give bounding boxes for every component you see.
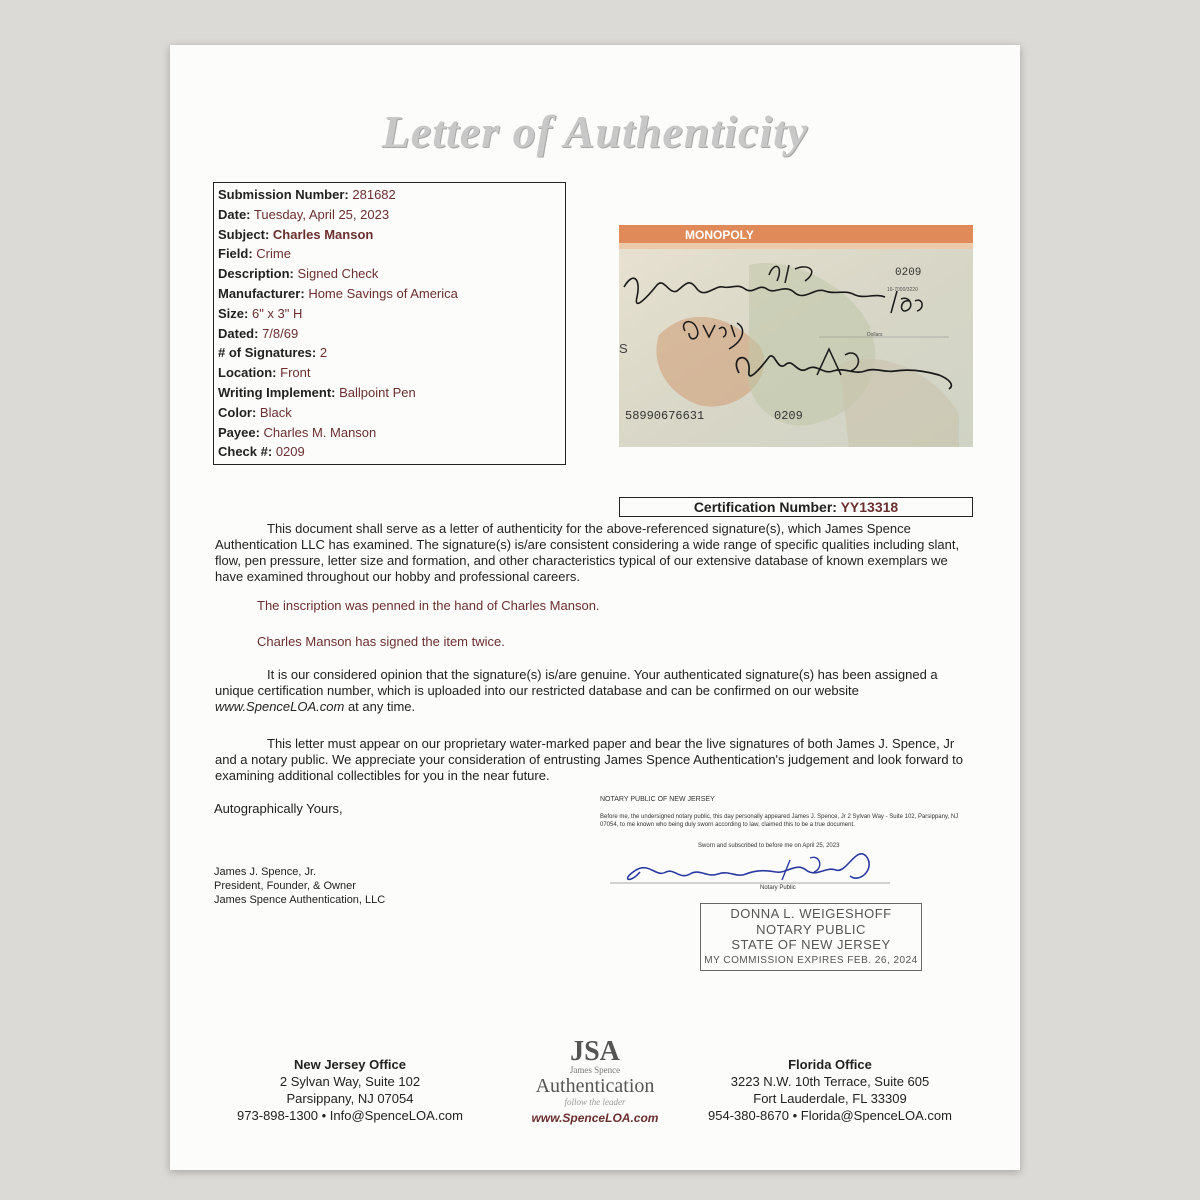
info-row	[218, 244, 561, 264]
info-label: Submission Number:	[218, 187, 349, 202]
info-value: 6" x 3" H	[251, 305, 303, 321]
notary-heading: NOTARY PUBLIC OF NEW JERSEY	[600, 796, 715, 803]
check-number: 0209	[895, 267, 922, 279]
opinion-text-b: at any time.	[344, 699, 416, 714]
logo-subtitle: James Spence	[569, 1065, 621, 1075]
logo-tagline: follow the leader	[564, 1097, 626, 1107]
info-row	[218, 225, 561, 245]
fl-office-address: 3223 N.W. 10th Terrace, Suite 605	[730, 1074, 930, 1089]
info-row	[218, 442, 561, 462]
certification-number: YY13318	[840, 499, 899, 515]
info-label: Check #:	[218, 444, 273, 460]
info-row	[218, 185, 561, 205]
info-label: # of Signatures:	[218, 345, 317, 361]
info-row	[218, 205, 561, 225]
notary-statement: Before me, the undersigned notary public, this day personally appeared James J. Spence, Jr 2 Sylvan Way - Suite 102, Parsippany, NJ 07054, to me known who being duly sworn according to law, claimed this to be a true document.	[600, 814, 959, 828]
info-row	[218, 423, 561, 443]
nj-office	[220, 1056, 480, 1124]
check-micr-number: 0209	[774, 409, 803, 423]
website-link[interactable]: www.SpenceLOA.com	[215, 699, 345, 714]
info-label: Color:	[218, 404, 257, 420]
info-row	[218, 284, 561, 304]
info-label: Field:	[218, 246, 253, 262]
signer-block	[214, 865, 385, 907]
inscription-note: The inscription was penned in the hand of Charles Manson.	[257, 598, 600, 613]
info-label: Subject:	[218, 226, 270, 242]
nj-office-heading: New Jersey Office	[293, 1057, 406, 1072]
check-image	[619, 225, 973, 447]
fl-office	[700, 1056, 960, 1124]
logo-name: Authentication	[535, 1075, 655, 1097]
notary-sworn-line: Sworn and subscribed to before me on April 25, 2023	[698, 843, 840, 849]
notary-signature	[610, 840, 900, 895]
certification-number-box	[619, 497, 973, 517]
jsa-logo	[505, 1038, 685, 1133]
stamp-expiry: MY COMMISSION EXPIRES FEB. 26, 2024	[704, 954, 918, 966]
fl-office-contact: 954-380-8670 • Florida@SpenceLOA.com	[708, 1108, 952, 1123]
info-value: Home Savings of America	[308, 285, 458, 301]
requirements-paragraph: This letter must appear on our proprietary water-marked paper and bear the live signatures of both James J. Spence, Jr and a notary public. We appreciate your consideration of entrusting James Spence Authentication's judgement and look forward to examining additional collectibles for you in the near future.	[215, 736, 964, 783]
info-row	[218, 324, 561, 344]
nj-office-address: 2 Sylvan Way, Suite 102	[279, 1074, 421, 1089]
info-value: Crime	[256, 246, 291, 262]
svg-text:S: S	[619, 341, 628, 356]
certification-label: Certification Number:	[693, 499, 837, 515]
check-brand: MONOPOLY	[685, 228, 754, 242]
check-illustration	[619, 225, 973, 447]
fl-office-city: Fort Lauderdale, FL 33309	[753, 1091, 907, 1106]
logo-abbr: JSA	[570, 1036, 620, 1067]
info-value: 7/8/69	[262, 325, 299, 341]
info-label: Manufacturer:	[218, 285, 305, 301]
info-row	[218, 304, 561, 324]
info-value: Charles Manson	[272, 226, 374, 242]
info-label: Dated:	[218, 325, 259, 341]
signed-twice-note: Charles Manson has signed the item twice.	[257, 634, 505, 649]
opinion-paragraph	[215, 667, 965, 715]
stamp-title: NOTARY PUBLIC	[756, 921, 866, 937]
stamp-name: DONNA L. WEIGESHOFF	[730, 906, 892, 921]
signer-role: President, Founder, & Owner	[214, 880, 356, 892]
check-routing: 16-7000/3220	[887, 287, 918, 293]
logo-url[interactable]: www.SpenceLOA.com	[531, 1111, 659, 1125]
nj-office-contact: 973-898-1300 • Info@SpenceLOA.com	[237, 1108, 463, 1123]
info-row	[218, 403, 561, 423]
opinion-text-a: It is our considered opinion that the signature(s) is/are genuine. Your authenticated signature(s) has been assigned a unique certification number, which is uploaded into our restricted database and can be confirmed on our website	[215, 667, 938, 698]
info-value: 281682	[352, 187, 396, 202]
check-dollars-label: Dollars	[867, 332, 883, 338]
info-value: Front	[280, 365, 311, 381]
info-value: Signed Check	[297, 266, 379, 282]
info-label: Description:	[218, 266, 294, 282]
letter-paper	[170, 45, 1020, 1170]
check-micr-line: 58990676631	[625, 409, 705, 423]
info-label: Size:	[218, 305, 249, 321]
nj-office-city: Parsippany, NJ 07054	[286, 1091, 414, 1106]
info-row	[218, 363, 561, 383]
fl-office-heading: Florida Office	[788, 1057, 872, 1072]
info-value: Black	[259, 404, 292, 420]
page-title: Letter of Authenticity	[381, 106, 809, 157]
info-value: Tuesday, April 25, 2023	[253, 206, 390, 222]
info-label: Location:	[218, 365, 277, 381]
info-label: Date:	[218, 206, 251, 222]
submission-info-box	[213, 182, 566, 465]
info-label: Payee:	[218, 424, 260, 440]
info-value: Charles M. Manson	[263, 424, 377, 440]
signer-name: James J. Spence, Jr.	[214, 866, 317, 878]
info-row	[218, 264, 561, 284]
stamp-state: STATE OF NEW JERSEY	[731, 937, 891, 952]
authenticity-paragraph: This document shall serve as a letter of authenticity for the above-referenced signature(s), which James Spence Authentication LLC has examined. The signature(s) is/are consistent considering a wide range of specific qualities including slant, flow, pen pressure, letter size and formation, and other characteristics typical of our extensive database of known exemplars we have examined throughout our hobby and professional careers.	[215, 521, 960, 584]
closing-salutation: Autographically Yours,	[214, 801, 343, 816]
info-label: Writing Implement:	[218, 384, 336, 400]
info-row	[218, 343, 561, 363]
info-value: 0209	[275, 444, 305, 460]
signer-company: James Spence Authentication, LLC	[214, 894, 386, 906]
info-row	[218, 383, 561, 403]
info-value: 2	[319, 345, 328, 361]
notary-public-label: Notary Public	[760, 885, 796, 891]
info-value: Ballpoint Pen	[339, 384, 416, 400]
notary-stamp	[700, 903, 922, 971]
